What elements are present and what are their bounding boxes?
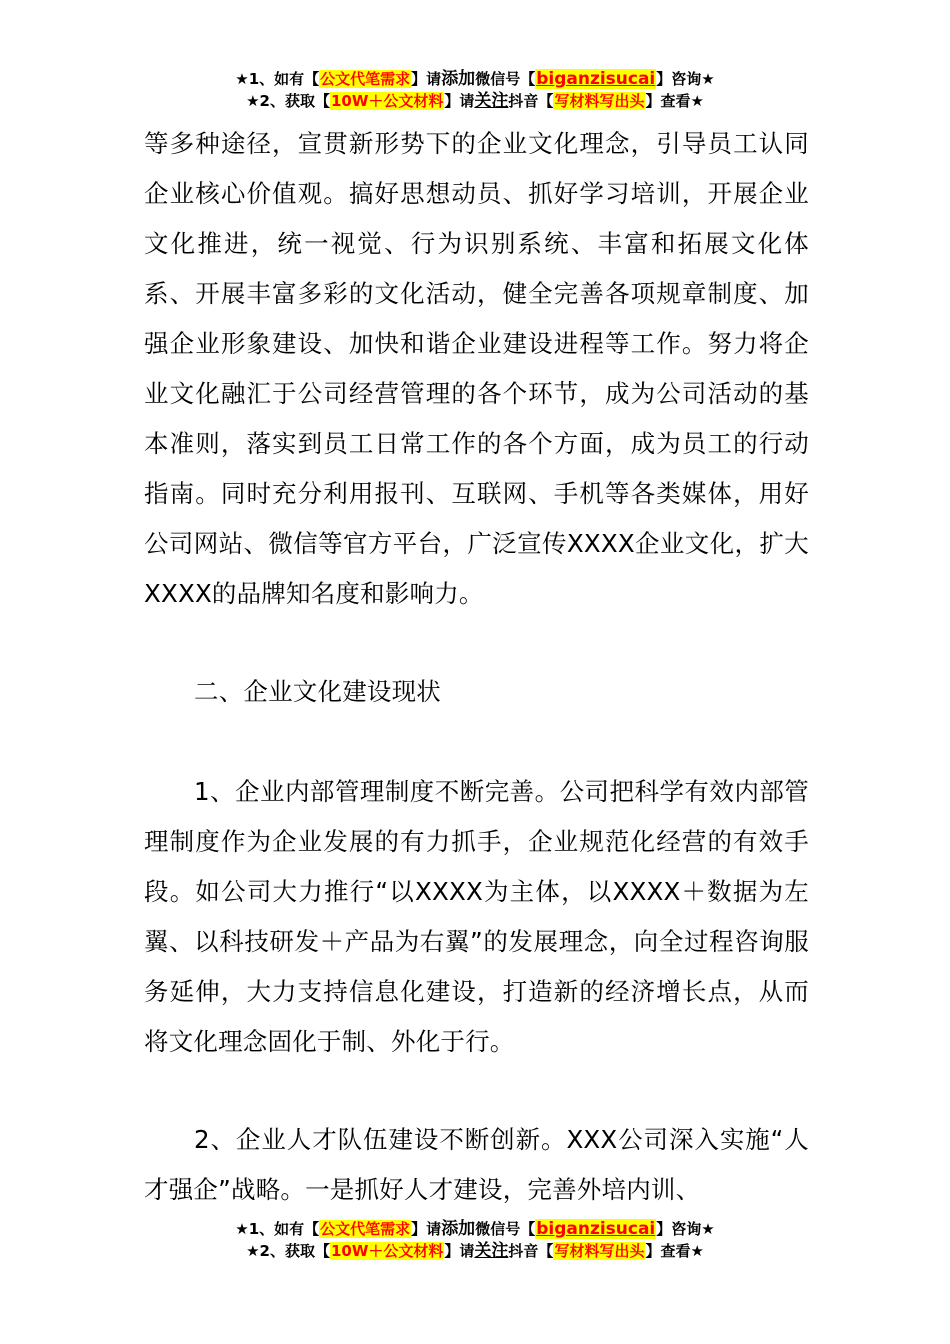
paragraph-3-block <box>144 1115 809 1215</box>
banner-highlight: 写材料写出头 <box>554 92 645 110</box>
banner-line-1 <box>0 1218 950 1240</box>
banner-highlight: 公文代笔需求 <box>320 70 411 88</box>
banner-text: 】查看★ <box>645 1242 704 1260</box>
banner-text: ★2、获取【 <box>246 92 330 110</box>
paragraph-2-block <box>144 767 809 1067</box>
banner-highlight: 写材料写出头 <box>554 1242 645 1260</box>
wechat-id-link[interactable]: biganzisucai <box>536 1219 656 1239</box>
banner-text: 】咨询★ <box>656 70 715 88</box>
banner-bold-word: 添加 <box>441 69 476 89</box>
paragraph-2: 1、企业内部管理制度不断完善。公司把科学有效内部管理制度作为企业发展的有力抓手，企业规范化经营的有效手段。如公司大力推行“以XXXX为主体，以XXXX＋数据为左翼、以科技研发＋产品为右翼”的发展理念，向全过程咨询服务延伸，大力支持信息化建设，打造新的经济增长点，从而将文化理念固化于制、外化于行。 <box>144 777 809 1056</box>
banner-text: 抖音【 <box>508 1242 554 1260</box>
wechat-id-link[interactable]: biganzisucai <box>536 69 656 89</box>
section-heading: 二、企业文化建设现状 <box>194 677 441 706</box>
banner-text: 微信号【 <box>475 70 536 88</box>
banner-highlight: 10W＋公文材料 <box>330 92 444 110</box>
banner-highlight: 公文代笔需求 <box>320 1220 411 1238</box>
banner-line-2 <box>0 1240 950 1262</box>
banner-text: ★1、如有【 <box>235 1220 320 1238</box>
banner-text: 】请 <box>411 1220 442 1238</box>
banner-text: 】请 <box>444 92 475 110</box>
document-body <box>144 119 809 619</box>
banner-text: ★1、如有【 <box>235 70 320 88</box>
header-banner <box>0 68 950 112</box>
banner-text: 微信号【 <box>475 1220 536 1238</box>
banner-bold-word: 添加 <box>441 1219 476 1239</box>
banner-text: 抖音【 <box>508 92 554 110</box>
banner-bold-word: 关注 <box>474 1241 509 1261</box>
banner-line-1 <box>0 68 950 90</box>
banner-text: 】查看★ <box>645 92 704 110</box>
banner-bold-word: 关注 <box>474 91 509 111</box>
banner-text: ★2、获取【 <box>246 1242 330 1260</box>
paragraph-1: 等多种途径，宣贯新形势下的企业文化理念，引导员工认同企业核心价值观。搞好思想动员、抓好学习培训，开展企业文化推进，统一视觉、行为识别系统、丰富和拓展文化体系、开展丰富多彩的文化活动，健全完善各项规章制度、加强企业形象建设、加快和谐企业建设进程等工作。努力将企业文化融汇于公司经营管理的各个环节，成为公司活动的基本准则，落实到员工日常工作的各个方面，成为员工的行动指南。同时充分利用报刊、互联网、手机等各类媒体，用好公司网站、微信等官方平台，广泛宣传XXXX企业文化，扩大XXXX的品牌知名度和影响力。 <box>144 129 809 608</box>
paragraph-3: 2、企业人才队伍建设不断创新。XXX公司深入实施“人才强企”战略。一是抓好人才建设，完善外培内训、 <box>144 1125 809 1204</box>
banner-highlight: 10W＋公文材料 <box>330 1242 444 1260</box>
banner-text: 】咨询★ <box>656 1220 715 1238</box>
footer-banner <box>0 1218 950 1262</box>
banner-line-2 <box>0 90 950 112</box>
banner-text: 】请 <box>444 1242 475 1260</box>
banner-text: 】请 <box>411 70 442 88</box>
section-heading-block <box>144 667 809 717</box>
